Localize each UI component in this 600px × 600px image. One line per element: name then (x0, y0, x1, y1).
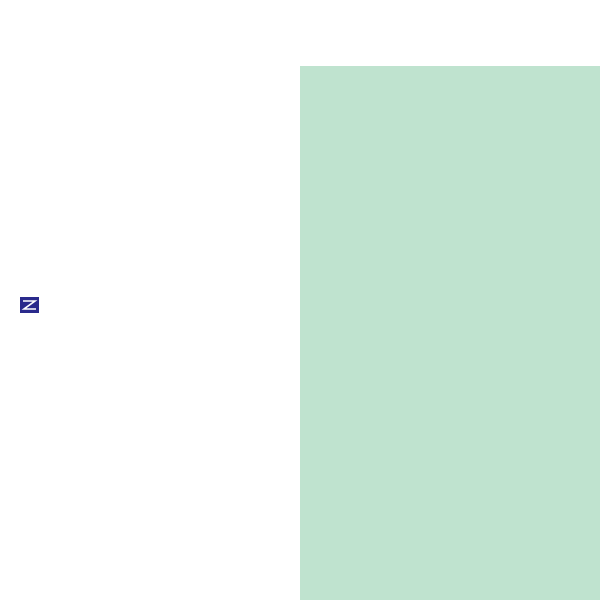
zigzag-icon (20, 297, 39, 313)
info-box (300, 66, 600, 600)
body-column-1 (20, 296, 149, 313)
